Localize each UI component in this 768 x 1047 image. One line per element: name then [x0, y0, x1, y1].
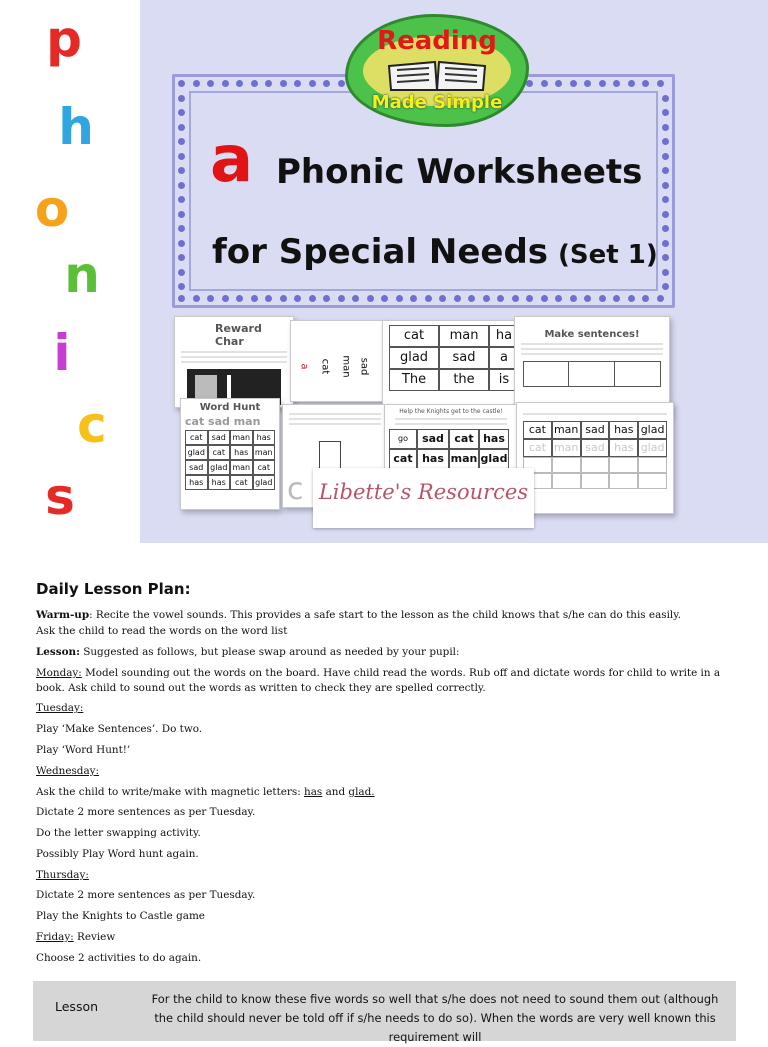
frame-dot	[178, 95, 185, 102]
hunt-cell: cat	[253, 460, 276, 475]
frame-dot	[599, 295, 606, 302]
blank-cell	[552, 473, 581, 489]
side-letter-h: h	[58, 98, 94, 156]
sentence-box	[524, 362, 569, 386]
frame-dot	[613, 295, 620, 302]
hunt-cell: sad	[208, 430, 231, 445]
thumb-word-grid	[382, 320, 522, 406]
friday-label: Friday:	[36, 931, 74, 943]
frame-dot	[584, 80, 591, 87]
trace-letter-c: c	[287, 472, 304, 507]
tuesday-label: Tuesday:	[36, 702, 84, 714]
frame-dot	[628, 295, 635, 302]
text-line	[523, 413, 667, 415]
monday-line	[36, 666, 720, 680]
thumb-reward-chart-title: Reward Char	[215, 322, 262, 348]
wednesday-item	[36, 785, 375, 799]
frame-dot	[410, 295, 417, 302]
word-cell: the	[439, 369, 489, 391]
text-line	[521, 348, 663, 350]
frame-dot	[178, 138, 185, 145]
word-hunt-header: cat sad man	[185, 415, 261, 428]
frame-dot	[662, 109, 669, 116]
letter-box	[319, 441, 341, 469]
word-hunt-grid	[185, 430, 275, 490]
lesson-plan-title: Daily Lesson Plan:	[36, 580, 191, 598]
frame-dot	[662, 182, 669, 189]
frame-dot	[512, 295, 519, 302]
trace-word: cat	[523, 421, 552, 439]
trace-word: man	[552, 421, 581, 439]
word-glad: glad.	[348, 786, 375, 798]
frame-dot	[662, 225, 669, 232]
trace-word-faded: man	[552, 439, 581, 457]
frame-dot	[178, 240, 185, 247]
frame-dot	[178, 283, 185, 290]
frame-dot	[352, 295, 359, 302]
frame-dot	[178, 196, 185, 203]
frame-dot	[367, 295, 374, 302]
thursday-label: Thursday:	[36, 869, 89, 881]
frame-dot	[222, 80, 229, 87]
friday-text: Review	[73, 931, 116, 943]
monday-line-2: book. Ask child to sound out the words as written to check they are spelled correctly.	[36, 682, 486, 694]
hunt-cell: has	[185, 475, 208, 490]
frame-dot	[251, 295, 258, 302]
frame-dot	[555, 80, 562, 87]
phonics-side-column	[0, 0, 140, 543]
frame-dot	[294, 80, 301, 87]
frame-dot	[483, 295, 490, 302]
blank-cell	[638, 457, 667, 473]
frame-dot	[570, 295, 577, 302]
frame-dot	[381, 295, 388, 302]
knight-cell: has	[479, 429, 509, 449]
sentence-box	[569, 362, 614, 386]
frame-dot	[178, 295, 185, 302]
frame-dot	[178, 167, 185, 174]
frame-dot	[265, 295, 272, 302]
side-letter-c: c	[77, 396, 107, 454]
frame-dot	[178, 182, 185, 189]
sentence-boxes	[523, 361, 661, 387]
thumb-make-sentences	[514, 316, 670, 416]
knight-cell: sad	[417, 429, 449, 449]
word-cell: sad	[439, 347, 489, 369]
text-line	[395, 423, 507, 425]
vertical-word: a	[298, 363, 310, 370]
blank-cell	[581, 457, 610, 473]
monday-label: Monday:	[36, 667, 82, 679]
text-line	[521, 343, 663, 345]
frame-dot	[178, 109, 185, 116]
frame-dot	[178, 225, 185, 232]
text-line	[289, 418, 381, 420]
frame-dot	[662, 254, 669, 261]
blank-cell	[609, 473, 638, 489]
open-book-icon	[385, 60, 489, 92]
text-line	[289, 413, 381, 415]
frame-dot	[309, 295, 316, 302]
frame-dot	[642, 80, 649, 87]
tuesday-item: Play ‘Make Sentences’. Do two.	[36, 723, 203, 735]
hunt-cell: cat	[185, 430, 208, 445]
frame-dot	[662, 124, 669, 131]
text-line	[289, 423, 381, 425]
blank-cell	[609, 457, 638, 473]
frame-dot	[178, 269, 185, 276]
word-grid	[389, 325, 515, 391]
frame-dot	[628, 80, 635, 87]
thursday-item: Play the Knights to Castle game	[36, 910, 205, 922]
text-line	[181, 356, 287, 358]
lesson-goal-text: For the child to know these five words so well that s/he does not need to sound them out (although the child should never be told off if s/he needs to do so). When the words are very well known this requirement will	[151, 992, 719, 1044]
warmup-line-2: Ask the child to read the words on the word list	[36, 625, 288, 637]
frame-dot	[338, 80, 345, 87]
wednesday-label: Wednesday:	[36, 765, 100, 777]
frame-dot	[541, 295, 548, 302]
frame-dot	[323, 295, 330, 302]
frame-dot	[555, 295, 562, 302]
hunt-cell: man	[230, 460, 253, 475]
frame-dot	[662, 283, 669, 290]
knight-cell: go	[389, 429, 417, 449]
thumb-vertical-words	[290, 320, 386, 402]
frame-dot	[178, 124, 185, 131]
side-letter-n: n	[64, 246, 100, 304]
wednesday-item: Possibly Play Word hunt again.	[36, 848, 199, 860]
frame-dot	[657, 80, 664, 87]
logo-text-reading: Reading	[377, 26, 497, 56]
frame-dot	[526, 295, 533, 302]
frame-dot	[541, 80, 548, 87]
frame-dot	[222, 295, 229, 302]
wednesday-item: Dictate 2 more sentences as per Tuesday.	[36, 806, 256, 818]
word-cell: cat	[389, 325, 439, 347]
warmup-line	[36, 608, 681, 622]
frame-dot	[265, 80, 272, 87]
warmup-label: Warm-up	[36, 609, 90, 621]
trace-grid	[523, 421, 667, 489]
frame-dot	[662, 240, 669, 247]
cover-title-line1: Phonic Worksheets	[276, 152, 643, 192]
hunt-cell: man	[253, 445, 276, 460]
frame-dot	[468, 295, 475, 302]
hunt-cell: has	[230, 445, 253, 460]
lesson-goal-label: Lesson	[55, 999, 99, 1014]
word-cell: glad	[389, 347, 439, 369]
frame-dot	[454, 295, 461, 302]
frame-dot	[280, 80, 287, 87]
make-sentences-title: Make sentences!	[544, 329, 640, 340]
frame-dot	[642, 295, 649, 302]
hunt-cell: has	[208, 475, 231, 490]
frame-dot	[338, 295, 345, 302]
frame-dot	[439, 295, 446, 302]
text-line	[181, 351, 287, 353]
frame-dot	[662, 167, 669, 174]
frame-dot	[425, 295, 432, 302]
hunt-cell: cat	[208, 445, 231, 460]
text-line	[395, 418, 507, 420]
lesson-label: Lesson:	[36, 646, 80, 658]
side-letter-i: i	[53, 324, 71, 382]
tuesday-item: Play ‘Word Hunt!’	[36, 744, 131, 756]
frame-dot	[294, 295, 301, 302]
cover-title-set: (Set 1)	[558, 240, 658, 270]
frame-dot	[309, 80, 316, 87]
word-cell: ha	[489, 325, 519, 347]
knight-cell: glad	[479, 449, 509, 469]
blank-cell	[552, 457, 581, 473]
lesson-goal-box	[33, 981, 736, 1044]
frame-dot	[662, 211, 669, 218]
cover-title-line2-text: for Special Needs	[212, 232, 549, 272]
hunt-cell: glad	[185, 445, 208, 460]
wednesday-item: Do the letter swapping activity.	[36, 827, 201, 839]
hunt-cell: glad	[208, 460, 231, 475]
vertical-word: man	[340, 355, 352, 378]
knights-grid	[389, 429, 513, 469]
friday-line	[36, 930, 115, 944]
frame-dot	[657, 295, 664, 302]
word-cell: man	[439, 325, 489, 347]
frame-dot	[207, 80, 214, 87]
frame-dot	[178, 211, 185, 218]
warmup-text: : Recite the vowel sounds. This provides a safe start to the lesson as the child knows that s/he can do this easily.	[89, 609, 682, 621]
vertical-word: sad	[358, 357, 370, 376]
frame-dot	[613, 80, 620, 87]
knight-cell: man	[449, 449, 479, 469]
resources-badge	[313, 468, 534, 528]
monday-text: Model sounding out the words on the board. Have child read the words. Rub off and dictate words for child to write in a	[81, 667, 721, 679]
resources-badge-text: Libette's Resources	[318, 480, 529, 504]
trace-word-faded: sad	[581, 439, 610, 457]
trace-word-faded: glad	[638, 439, 667, 457]
frame-dot	[251, 80, 258, 87]
text-line	[181, 361, 287, 363]
logo-text-made-simple: Made Simple	[371, 92, 503, 113]
frame-dot	[178, 254, 185, 261]
blank-cell	[581, 473, 610, 489]
thumb-reward-chart	[174, 316, 294, 408]
thumb-word-hunt	[180, 398, 280, 510]
frame-dot	[662, 95, 669, 102]
knight-cell: cat	[449, 429, 479, 449]
hunt-cell: cat	[230, 475, 253, 490]
hunt-cell: sad	[185, 460, 208, 475]
thursday-item: Dictate 2 more sentences as per Tuesday.	[36, 889, 256, 901]
friday-item: Choose 2 activities to do again.	[36, 952, 202, 964]
trace-word: glad	[638, 421, 667, 439]
vertical-word: cat	[319, 358, 331, 375]
wednesday-item-and: and	[322, 786, 349, 798]
hunt-cell: glad	[253, 475, 276, 490]
frame-dot	[193, 295, 200, 302]
frame-dot	[193, 80, 200, 87]
frame-dot	[662, 138, 669, 145]
sentence-box	[615, 362, 660, 386]
trace-word: sad	[581, 421, 610, 439]
knight-cell: has	[417, 449, 449, 469]
reading-made-simple-logo	[345, 14, 529, 127]
word-cell: is	[489, 369, 519, 391]
frame-dot	[662, 196, 669, 203]
thumb-trace-words	[516, 402, 674, 514]
frame-dot	[280, 295, 287, 302]
frame-dot	[178, 80, 185, 87]
blank-cell	[638, 473, 667, 489]
wednesday-item-text: Ask the child to write/make with magnetic letters:	[36, 786, 305, 798]
text-line	[521, 353, 663, 355]
cover-title-line2	[212, 232, 658, 272]
frame-dot	[570, 80, 577, 87]
side-letter-s: s	[45, 468, 75, 526]
word-cell: The	[389, 369, 439, 391]
frame-dot	[236, 295, 243, 302]
frame-dot	[584, 295, 591, 302]
frame-dot	[662, 153, 669, 160]
word-hunt-title: Word Hunt	[199, 402, 261, 413]
lesson-line	[36, 645, 459, 659]
focus-letter: a	[210, 123, 254, 197]
frame-dot	[396, 295, 403, 302]
trace-word: has	[609, 421, 638, 439]
hunt-cell: has	[253, 430, 276, 445]
trace-word-faded: has	[609, 439, 638, 457]
frame-dot	[207, 295, 214, 302]
lesson-text: Suggested as follows, but please swap around as needed by your pupil:	[79, 646, 460, 658]
word-cell: a	[489, 347, 519, 369]
side-letter-o: o	[34, 180, 70, 238]
frame-dot	[599, 80, 606, 87]
side-letter-p: p	[46, 10, 82, 68]
word-has: has	[304, 786, 323, 798]
knights-title: Help the Knights get to the castle!	[399, 408, 503, 415]
frame-dot	[323, 80, 330, 87]
frame-dot	[236, 80, 243, 87]
frame-dot	[178, 153, 185, 160]
hunt-cell: man	[230, 430, 253, 445]
frame-dot	[662, 269, 669, 276]
knight-cell: cat	[389, 449, 417, 469]
frame-dot	[497, 295, 504, 302]
trace-word-faded: cat	[523, 439, 552, 457]
